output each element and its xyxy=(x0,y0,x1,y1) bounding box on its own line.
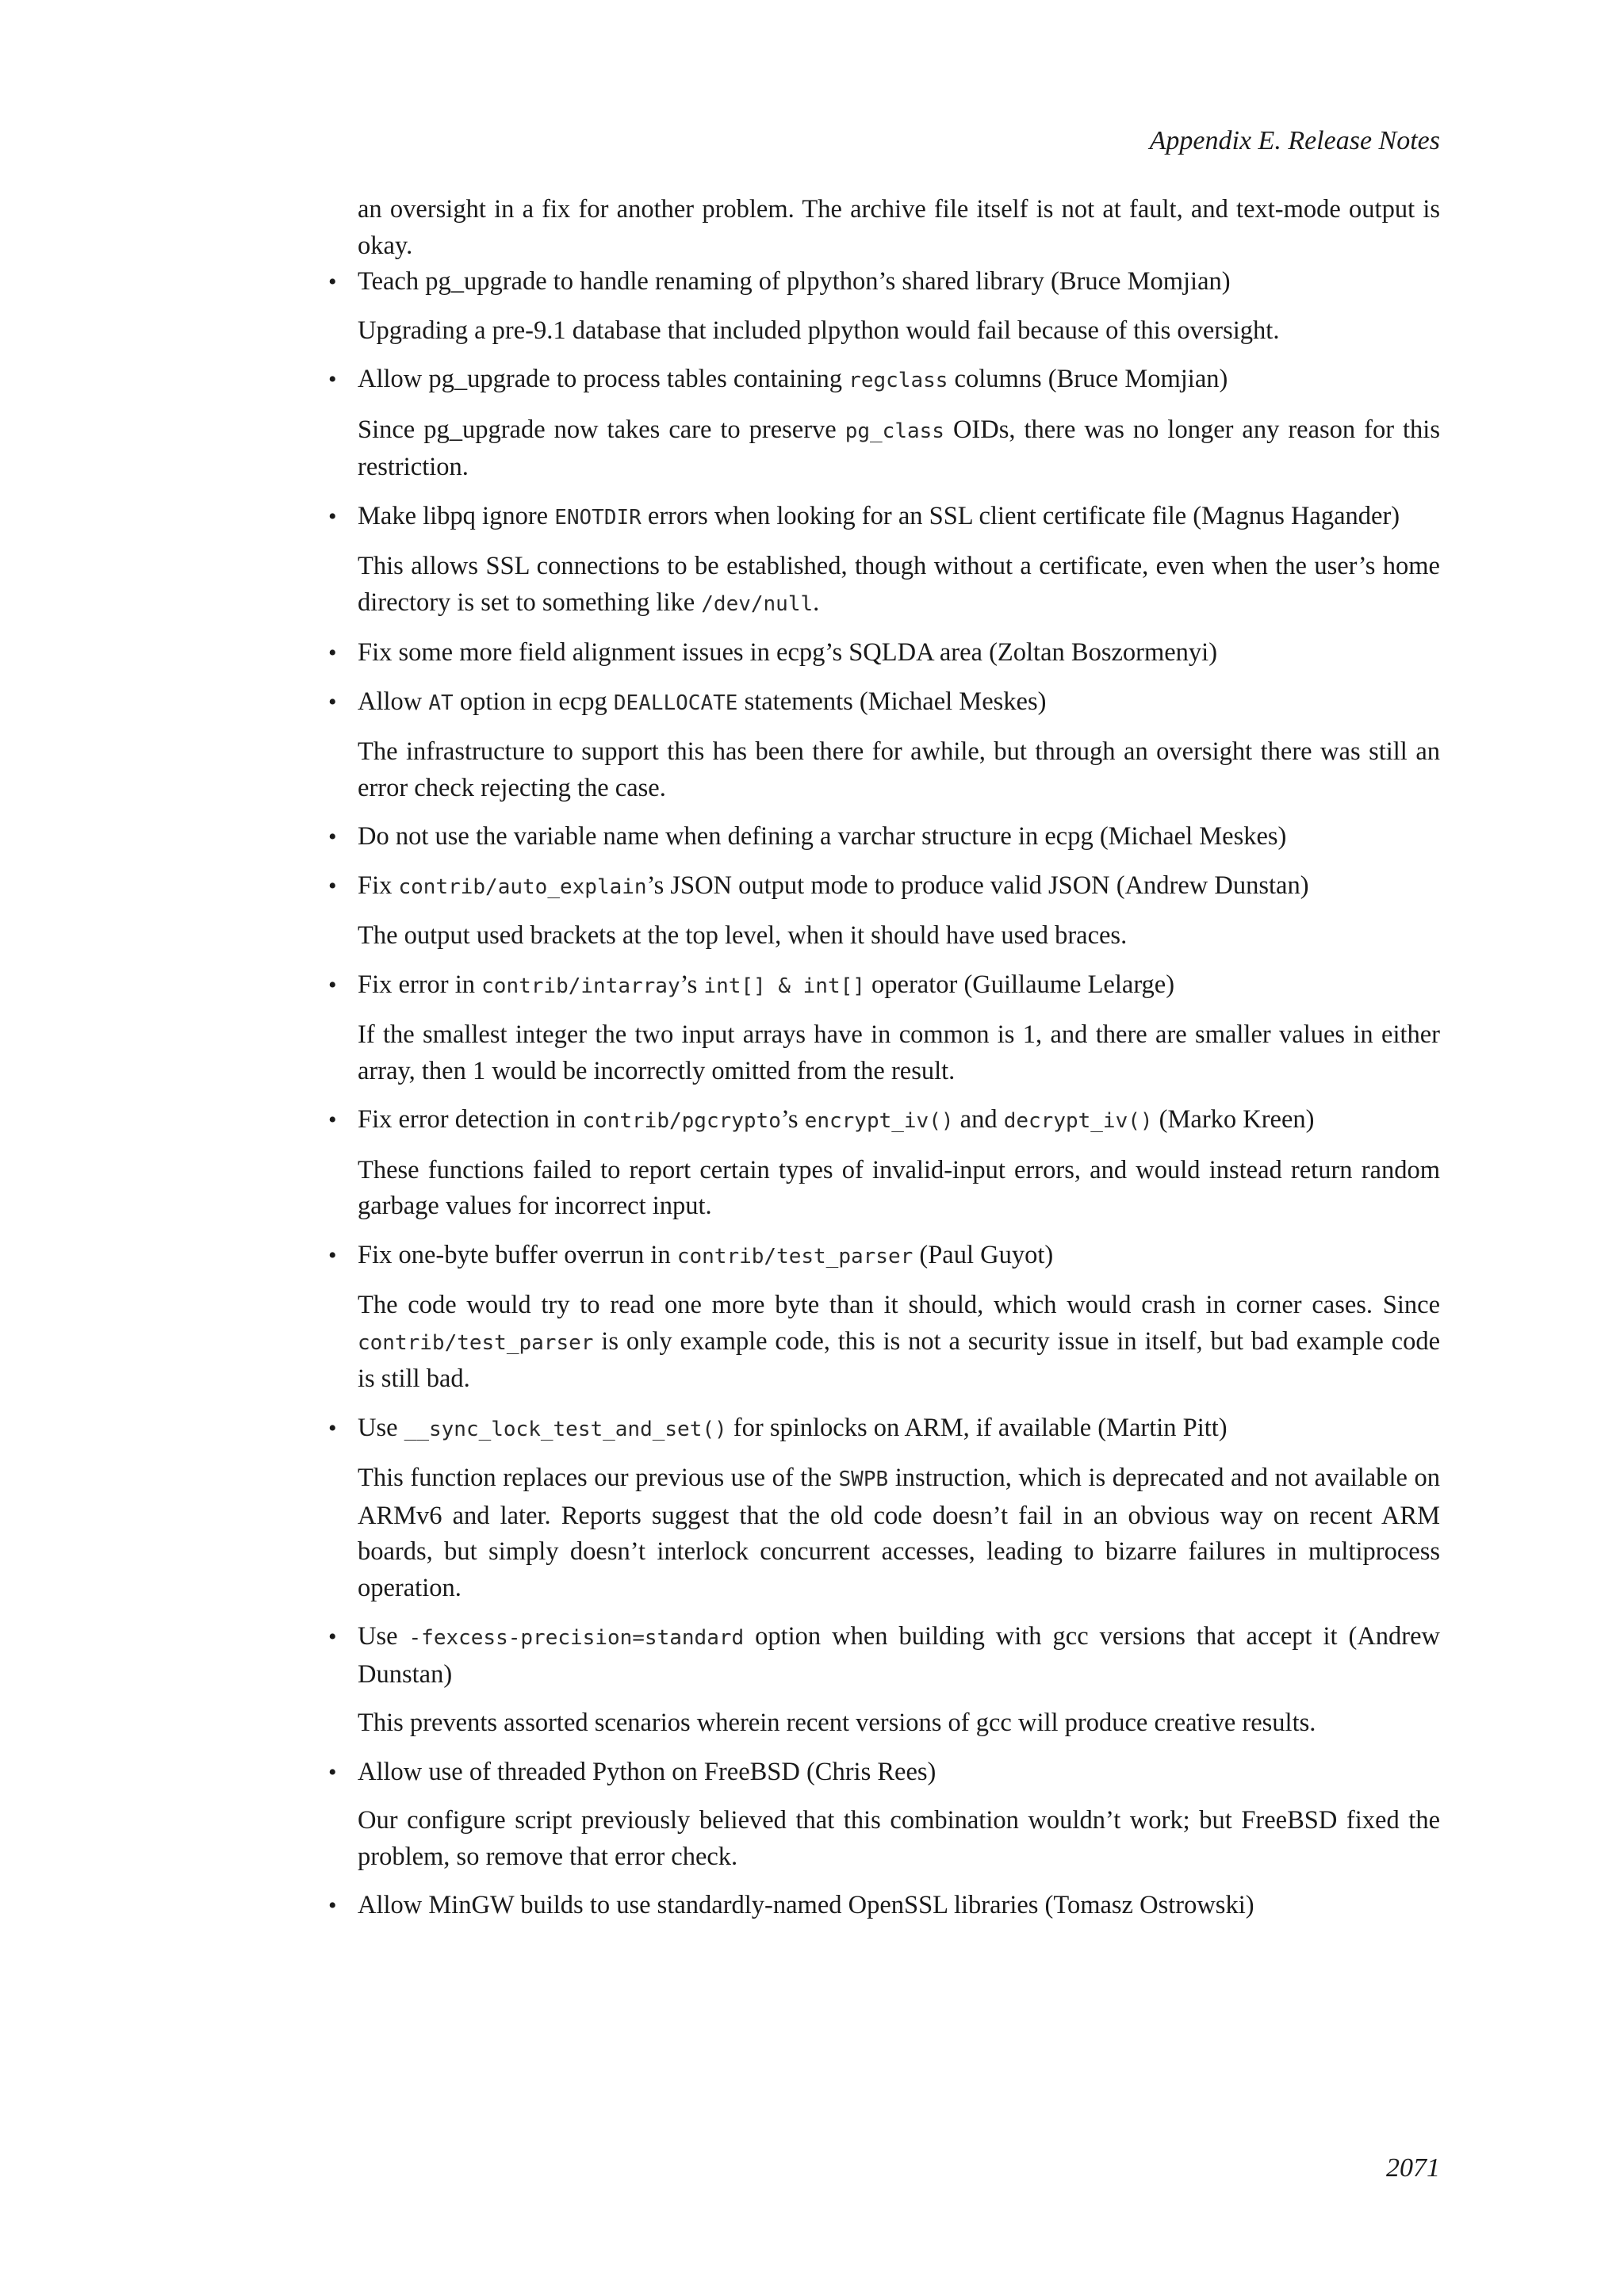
item-description xyxy=(358,1460,1440,1606)
code-literal: SWPB xyxy=(838,1468,889,1491)
bullet-marker: • xyxy=(328,688,337,715)
item-title xyxy=(358,635,1440,672)
text-run: option when building with gcc versions that accept it (Andrew Dunstan) xyxy=(358,1622,1441,1689)
code-literal: DEALLOCATE xyxy=(613,691,738,715)
item-title xyxy=(358,499,1440,537)
code-literal: int[] & int[] xyxy=(703,974,865,998)
text-run: errors when looking for an SSL client certificate file (Magnus Hagander) xyxy=(641,501,1400,530)
code-literal: contrib/pgcrypto xyxy=(582,1109,781,1133)
code-literal: decrypt_iv() xyxy=(1003,1109,1153,1133)
text-run: Allow xyxy=(358,687,429,716)
text-run: columns (Bruce Momjian) xyxy=(948,365,1228,393)
code-literal: regclass xyxy=(848,369,948,392)
release-note-item xyxy=(328,635,1440,672)
text-run: Use xyxy=(358,1413,404,1442)
text-run: OIDs, there was no longer any reason for this restriction. xyxy=(358,415,1440,481)
bullet-marker: • xyxy=(328,1624,337,1650)
item-description xyxy=(358,1705,1440,1742)
text-run: ’s xyxy=(680,970,704,999)
code-literal: contrib/auto_explain xyxy=(398,874,647,899)
text-run: (Paul Guyot) xyxy=(913,1240,1054,1269)
text-run: Upgrading a pre-9.1 database that included plpython would fail because of this oversight. xyxy=(358,316,1280,345)
page-number: 2071 xyxy=(1386,2153,1440,2183)
text-run: option in ecpg xyxy=(453,687,614,716)
bullet-marker: • xyxy=(328,1242,337,1269)
text-run: (Marko Kreen) xyxy=(1152,1105,1315,1134)
bullet-marker: • xyxy=(328,640,337,666)
release-note-item xyxy=(328,499,1440,623)
text-run: instruction, which is deprecated and not available on ARMv6 and later. Reports suggest that the old code doesn’t fail in an obvious way on recent ARM boards, but simply doesn’t interlock concurrent accesses, leading to bizarre failures in multiprocess operation. xyxy=(358,1464,1441,1602)
item-title xyxy=(358,264,1440,300)
release-notes-body xyxy=(328,192,1441,1937)
text-run: This allows SSL connections to be established, though without a certificate, even when the user’s home directory is set to something like xyxy=(358,552,1440,617)
text-run: Fix one-byte buffer overrun in xyxy=(358,1240,677,1269)
text-run: Do not use the variable name when defining a varchar structure in ecpg (Michael Meskes) xyxy=(358,822,1287,851)
item-description xyxy=(358,549,1440,622)
code-literal: contrib/test_parser xyxy=(676,1244,914,1269)
text-run: Allow use of threaded Python on FreeBSD (Chris Rees) xyxy=(358,1757,936,1786)
item-description xyxy=(358,313,1440,350)
text-run: . xyxy=(813,587,820,617)
text-run: If the smallest integer the two input arrays have in common is 1, and there are smaller values in either array, then 1 would be incorrectly omitted from the result. xyxy=(358,1020,1440,1085)
release-note-item xyxy=(328,684,1440,807)
bullet-marker: • xyxy=(328,971,337,998)
code-literal: contrib/intarray xyxy=(481,974,680,998)
item-title xyxy=(358,1102,1440,1140)
bullet-marker: • xyxy=(328,503,337,530)
text-run: The code would try to read one more byte than it should, which would crash in corner cases. Since xyxy=(358,1291,1440,1319)
release-note-item xyxy=(328,819,1440,855)
release-note-item xyxy=(328,1238,1440,1398)
text-run: Fix some more field alignment issues in ecpg’s SQLDA area (Zoltan Boszormenyi) xyxy=(358,638,1218,667)
bullet-marker: • xyxy=(328,1758,337,1785)
text-run: These functions failed to report certain types of invalid-input errors, and would instead return random garbage values for incorrect input. xyxy=(358,1155,1440,1220)
text-run: operator (Guillaume Lelarge) xyxy=(864,970,1175,999)
item-description xyxy=(358,1288,1440,1398)
bullet-marker: • xyxy=(328,1892,337,1919)
code-literal: pg_class xyxy=(845,419,944,443)
text-run: Allow pg_upgrade to process tables containing xyxy=(358,365,849,393)
text-run: The output used brackets at the top level, when it should have used braces. xyxy=(358,921,1128,950)
code-literal: contrib/test_parser xyxy=(358,1330,594,1355)
text-run: Fix error in xyxy=(358,970,482,999)
text-run: Teach pg_upgrade to handle renaming of plpython’s shared library (Bruce Momjian) xyxy=(358,267,1231,296)
item-description xyxy=(358,412,1440,486)
release-note-item xyxy=(328,1888,1440,1924)
release-notes-list xyxy=(328,264,1441,1924)
bullet-marker: • xyxy=(328,1107,337,1133)
code-literal: AT xyxy=(428,691,454,715)
text-run: statements (Michael Meskes) xyxy=(737,687,1047,716)
item-title xyxy=(358,362,1440,400)
intro-paragraph: an oversight in a fix for another problem. The archive file itself is not at fault, and text-mode output is okay. xyxy=(358,195,1440,260)
text-run: is only example code, this is not a security issue in itself, but bad example code is still bad. xyxy=(358,1326,1440,1393)
release-note-item xyxy=(328,362,1440,486)
code-literal: -fexcess-precision=standard xyxy=(408,1626,745,1650)
item-title xyxy=(358,819,1440,855)
item-title xyxy=(358,967,1440,1005)
item-title xyxy=(358,1619,1440,1693)
text-run: Allow MinGW builds to use standardly-named OpenSSL libraries (Tomasz Ostrowski) xyxy=(358,1891,1254,1919)
bullet-marker: • xyxy=(328,1414,337,1441)
item-title xyxy=(358,1238,1440,1276)
release-note-item xyxy=(328,264,1440,349)
text-run: Make libpq ignore xyxy=(358,501,555,530)
code-literal: encrypt_iv() xyxy=(804,1109,954,1133)
release-note-item xyxy=(328,1102,1440,1225)
code-literal: __sync_lock_test_and_set() xyxy=(404,1417,727,1441)
item-title xyxy=(358,868,1440,906)
item-description xyxy=(358,1153,1440,1225)
release-note-item xyxy=(328,1755,1440,1876)
bullet-marker: • xyxy=(328,872,337,899)
item-title xyxy=(358,1410,1440,1448)
bullet-marker: • xyxy=(328,269,337,295)
item-description xyxy=(358,1803,1440,1875)
text-run: for spinlocks on ARM, if available (Martin Pitt) xyxy=(726,1413,1228,1442)
running-header: Appendix E. Release Notes xyxy=(1149,126,1440,155)
item-description xyxy=(358,918,1440,955)
item-title xyxy=(358,1888,1440,1924)
text-run: and xyxy=(953,1105,1004,1134)
item-description xyxy=(358,734,1440,806)
text-run: This prevents assorted scenarios wherein recent versions of gcc will produce creative results. xyxy=(358,1709,1316,1737)
item-title xyxy=(358,1755,1440,1791)
code-literal: ENOTDIR xyxy=(554,505,642,530)
text-run: Our configure script previously believed that this combination wouldn’t work; but FreeBSD fixed the problem, so remove that error check. xyxy=(358,1806,1440,1871)
release-note-item xyxy=(328,868,1440,955)
text-run: Fix error detection in xyxy=(358,1105,583,1134)
text-run: This function replaces our previous use of the xyxy=(358,1464,839,1492)
code-literal: /dev/null xyxy=(701,591,814,616)
release-note-item xyxy=(328,967,1440,1090)
release-note-item xyxy=(328,1410,1441,1607)
item-description xyxy=(358,1017,1440,1089)
text-run: ’s xyxy=(780,1105,805,1134)
bullet-marker: • xyxy=(328,824,337,850)
text-run: Since pg_upgrade now takes care to preserve xyxy=(358,415,845,444)
text-run: ’s JSON output mode to produce valid JSON (Andrew Dunstan) xyxy=(646,871,1309,900)
bullet-marker: • xyxy=(328,366,337,392)
text-run: Fix xyxy=(358,871,399,900)
release-note-item xyxy=(328,1619,1441,1742)
text-run: Use xyxy=(358,1622,409,1651)
item-title xyxy=(358,684,1440,722)
text-run: The infrastructure to support this has been there for awhile, but through an oversight there was still an error check rejecting the case. xyxy=(358,737,1440,802)
